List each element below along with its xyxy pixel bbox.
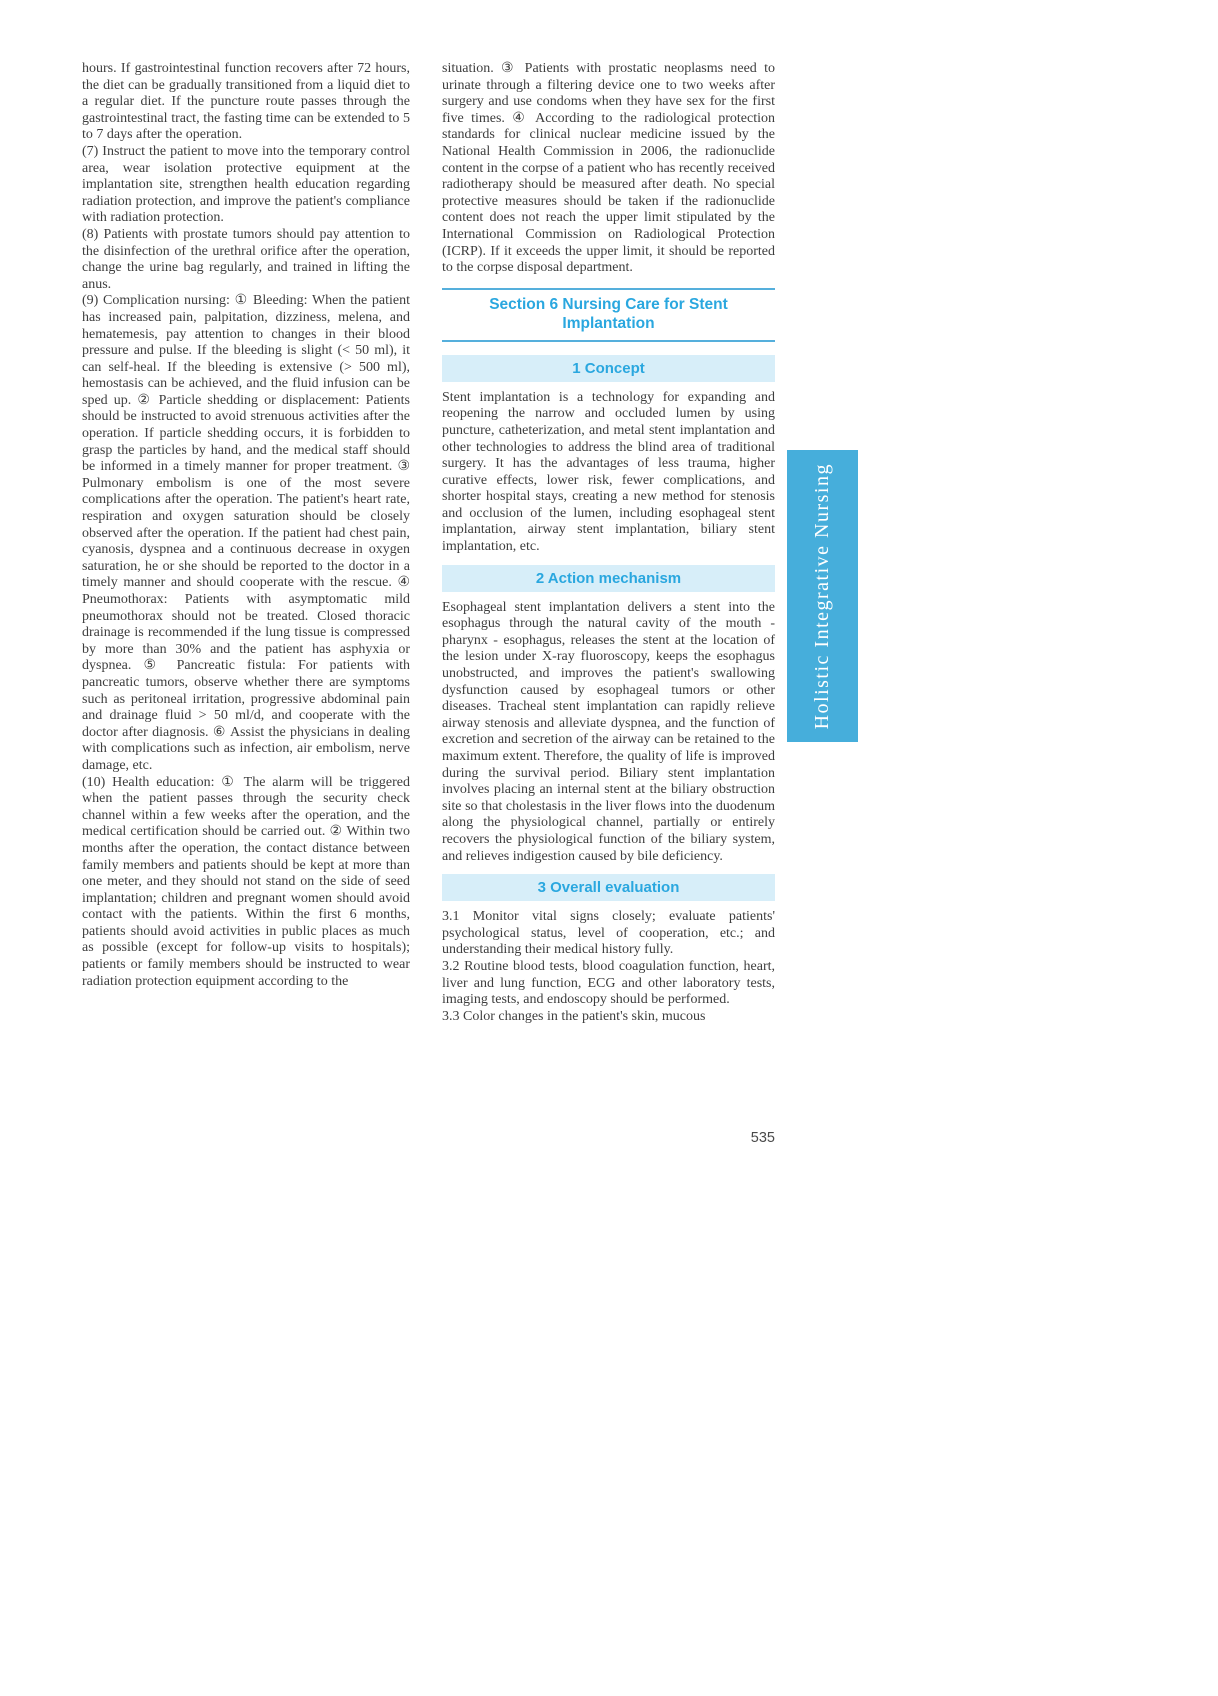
paragraph: Stent implantation is a technology for expanding and reopening the narrow and occluded lumen by using puncture, catheterization, and metal stent implantation and other technologies to address the blind area of traditional surgery. It has the advantages of less trauma, higher curative effects, lower risk, fewer complications, and shorter hospital stays, creating a new method for stenosis and occlusion of the lumen, including esophageal stent implantation, airway stent implantation, biliary stent implantation, etc. xyxy=(442,389,775,555)
right-text-column xyxy=(442,61,775,1025)
chapter-tab-label: Holistic Integrative Nursing xyxy=(811,462,833,730)
section-title xyxy=(442,288,775,342)
paragraph: situation. ③ Patients with prostatic neoplasms need to urinate through a filtering device one to two weeks after surgery and use condoms when they have sex for the first five times. ④ According to the radiological protection standards for clinical nuclear medicine issued by the National Health Commission in 2006, the radionuclide content in the corpse of a patient who has recently received radiotherapy should be measured after death. No special protective measures should be taken if the radionuclide content does not reach the upper limit stipulated by the International Commission on Radiological Protection (ICRP). If it exceeds the upper limit, it should be reported to the corpse disposal department. xyxy=(442,61,775,276)
subsection-heading-concept: 1 Concept xyxy=(442,355,775,382)
paragraph: (9) Complication nursing: ① Bleeding: When the patient has increased pain, palpitation, dizziness, melena, and hematemesis, pay attention to changes in their blood pressure and pulse. If the bleeding is slight (< 50 ml), it can self-heal. If the bleeding is extensive (> 500 ml), hemostasis can be achieved, and the fluid infusion can be sped up. ② Particle shedding or displacement: Patients should be instructed to avoid strenuous activities after the operation. If particle shedding occurs, it is forbidden to grasp the particles by hand, and the medical staff should be informed in a timely manner for proper treatment. ③ Pulmonary embolism is one of the most severe complications after the operation. The patient's heart rate, respiration and oxygen saturation should be closely observed after the operation. If the patient had chest pain, cyanosis, dyspnea and a continuous decrease in oxygen saturation, he or she should be reported to the doctor in a timely manner and should cooperate with the rescue. ④ Pneumothorax: Patients with asymptomatic mild pneumothorax should not be treated. Closed thoracic drainage is recommended if the lung tissue is compressed by more than 30% and the patient has asphyxia or dyspnea. ⑤ Pancreatic fistula: For patients with pancreatic tumors, observe whether there are symptoms such as peritoneal irritation, progressive abdominal pain and drainage fluid > 50 ml/d, and cooperate with the doctor after diagnosis. ⑥ Assist the physicians in dealing with complications such as infection, air embolism, nerve damage, etc. xyxy=(82,293,410,773)
page-number: 535 xyxy=(750,1130,775,1146)
paragraph: hours. If gastrointestinal function recovers after 72 hours, the diet can be gradually transitioned from a liquid diet to a regular diet. If the puncture route passes through the gastrointestinal tract, the fasting time can be extended to 5 to 7 days after the operation. xyxy=(82,61,410,143)
paragraph: (10) Health education: ① The alarm will be triggered when the patient passes through the security check channel within a few weeks after the operation, and the medical certification should be carried out. ② Within two months after the operation, the contact distance between family members and patients should be kept at more than one meter, and they should not stand on the side of seed implantation; children and pregnant women should avoid contact with the patients. Within the first 6 months, patients should avoid activities in public places as much as possible (except for follow-up visits to hospitals); patients or family members should be instructed to wear radiation protection equipment according to the xyxy=(82,774,410,989)
paragraph: 3.1 Monitor vital signs closely; evaluate patients' psychological status, level of cooperation, etc.; and understanding their medical history fully. xyxy=(442,909,775,958)
paragraph: Esophageal stent implantation delivers a stent into the esophagus through the natural cavity of the mouth - pharynx - esophagus, releases the stent at the location of the lesion under X-ray fluoroscopy, keeps the esophagus unobstructed, and improves the patient's swallowing dysfunction caused by esophageal tumors or other diseases. Tracheal stent implantation can rapidly relieve airway stenosis and alleviate dyspnea, and the function of excretion and secretion of the airway can be retained to the maximum extent. Therefore, the quality of life is improved during the survival period. Biliary stent implantation involves placing an internal stent at the biliary obstruction site so that cholestasis in the liver flows into the duodenum along the physiological channel, partially or entirely recovers the physiological function of the biliary system, and relieves indigestion caused by bile deficiency. xyxy=(442,599,775,864)
section-title-line1: Section 6 Nursing Care for Stent xyxy=(489,295,728,313)
paragraph: 3.3 Color changes in the patient's skin, mucous xyxy=(442,1008,706,1024)
paragraph: 3.2 Routine blood tests, blood coagulation function, heart, liver and lung function, ECG and other laboratory tests, imaging tests, and endoscopy should be performed. xyxy=(442,958,775,1008)
paragraph: (8) Patients with prostate tumors should pay attention to the disinfection of the urethral orifice after the operation, change the urine bag regularly, and trained in lifting the anus. xyxy=(82,226,410,292)
subsection-heading-overall-evaluation: 3 Overall evaluation xyxy=(442,874,775,901)
left-text-column xyxy=(82,61,410,990)
subsection-heading-action-mechanism: 2 Action mechanism xyxy=(442,565,775,592)
chapter-tab xyxy=(787,450,858,742)
paragraph: (7) Instruct the patient to move into the temporary control area, wear isolation protective equipment at the implantation site, strengthen health education regarding radiation protection, and improve the patient's compliance with radiation protection. xyxy=(82,143,410,226)
section-title-line2: Implantation xyxy=(562,314,655,332)
